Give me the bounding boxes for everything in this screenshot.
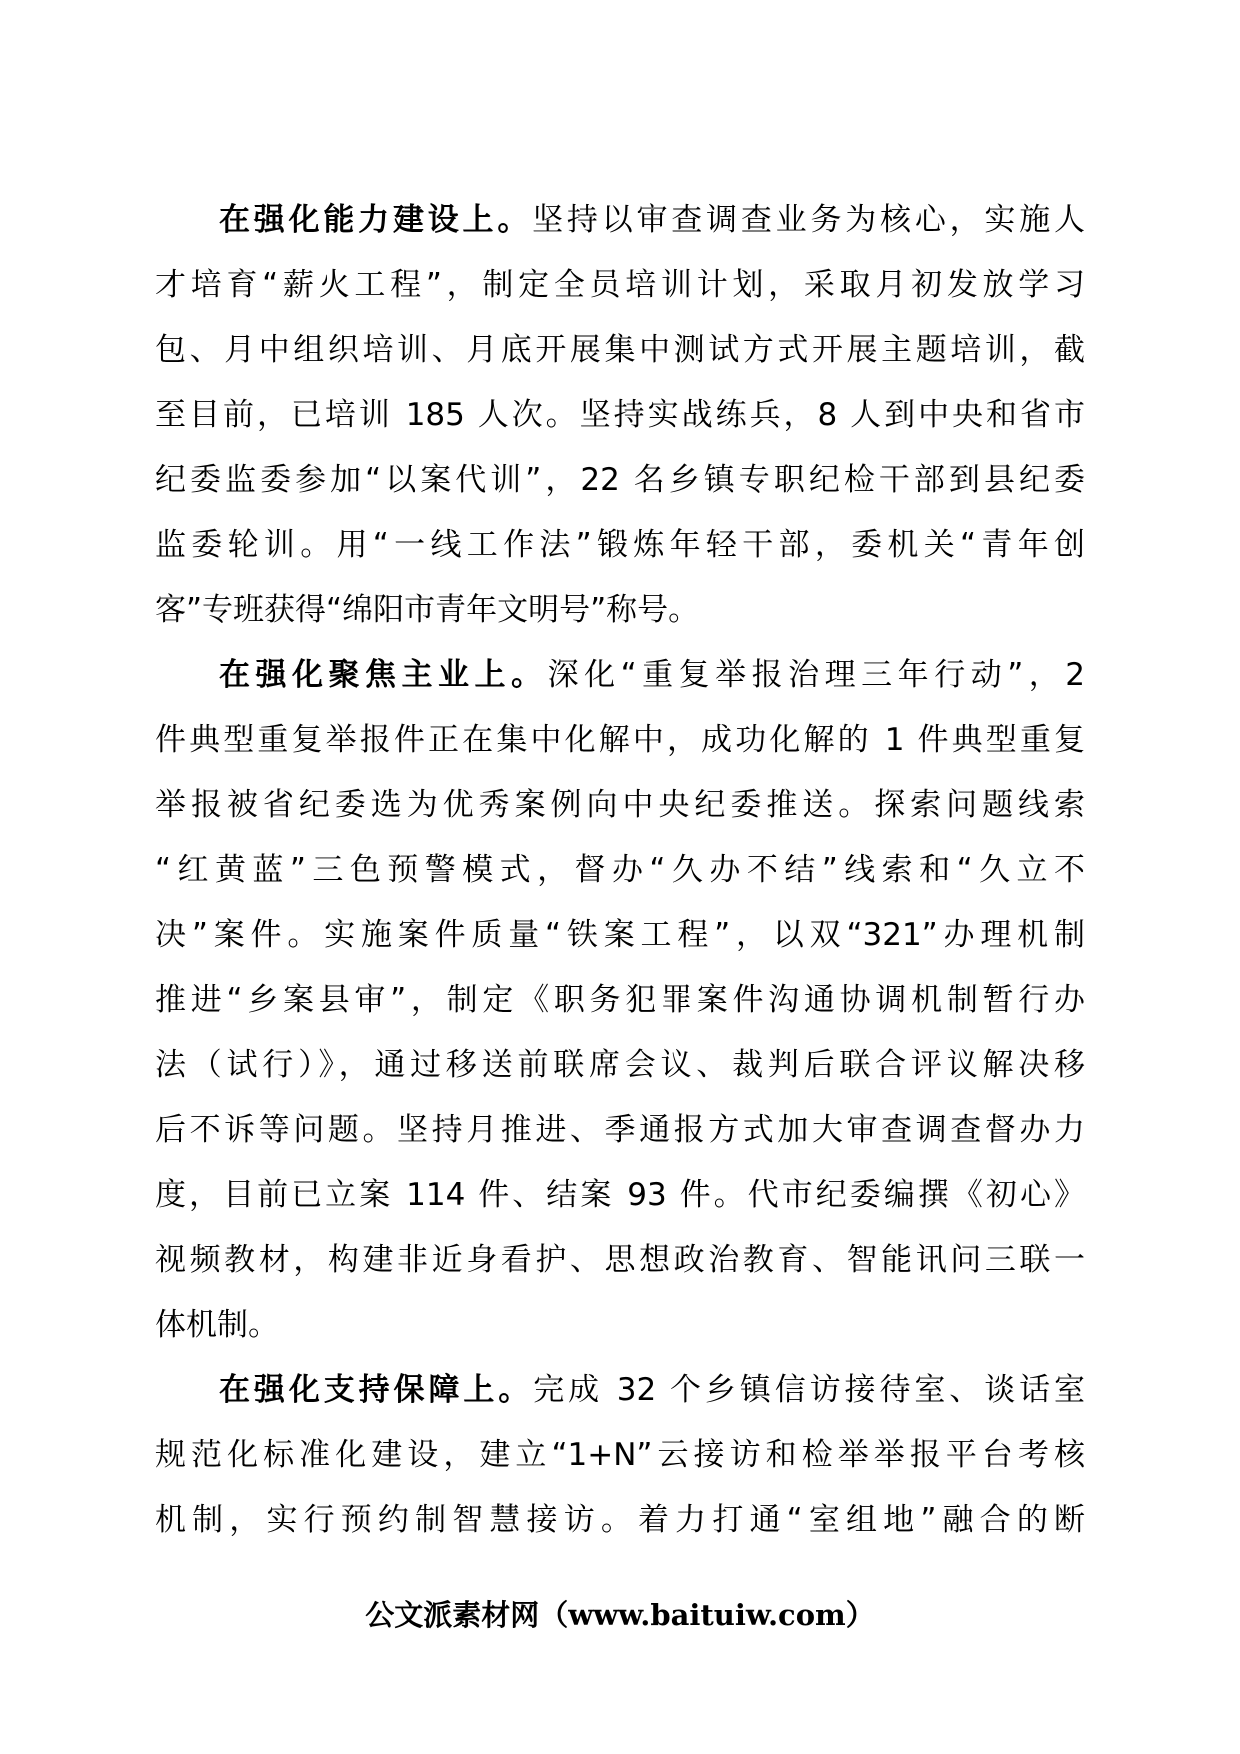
paragraph-2-line-8: 后不诉等问题。坚持月推进、季通报方式加大审查调查督办力: [155, 1112, 1085, 1148]
paragraph-2-line-1: [155, 643, 1085, 708]
paragraph-2-line-6: 推进“乡案县审”，制定《职务犯罪案件沟通协调机制暂行办: [155, 982, 1085, 1018]
paragraph-3-line-3: 机制，实行预约制智慧接访。着力打通“室组地”融合的断: [155, 1502, 1085, 1538]
paragraph-3-heading: 在强化支持保障上。: [219, 1372, 534, 1408]
paragraph-2-line-4: “红黄蓝”三色预警模式，督办“久办不结”线索和“久立不: [155, 852, 1085, 888]
paragraph-2-text: 深化“重复举报治理三年行动”，2: [547, 657, 1086, 693]
paragraph-2-line-2: 件典型重复举报件正在集中化解中，成功化解的 1 件典型重复: [155, 722, 1085, 758]
paragraph-2-line-10: 视频教材，构建非近身看护、思想政治教育、智能讯问三联一: [155, 1242, 1085, 1278]
paragraph-1-line-7: 客”专班获得“绵阳市青年文明号”称号。: [155, 592, 700, 628]
paragraph-2-line-11: 体机制。: [155, 1307, 279, 1343]
paragraph-1-line-1: [155, 188, 1085, 253]
paragraph-2-line-5: 决”案件。实施案件质量“铁案工程”，以双“321”办理机制: [155, 917, 1085, 953]
paragraph-1-line-5: 纪委监委参加“以案代训”，22 名乡镇专职纪检干部到县纪委: [155, 462, 1085, 498]
paragraph-2-heading: 在强化聚焦主业上。: [219, 657, 548, 693]
paragraph-1-text: 坚持以审查调查业务为核心，实施人: [532, 202, 1085, 238]
paragraph-1-line-2: 才培育“薪火工程”，制定全员培训计划，采取月初发放学习: [155, 267, 1085, 303]
paragraph-1-line-4: 至目前，已培训 185 人次。坚持实战练兵，8 人到中央和省市: [155, 397, 1085, 433]
paragraph-3-line-1: [155, 1358, 1085, 1423]
paragraph-2-line-7: 法（试行）》，通过移送前联席会议、裁判后联合评议解决移: [155, 1047, 1085, 1083]
paragraph-1-line-6: 监委轮训。用“一线工作法”锻炼年轻干部，委机关“青年创: [155, 527, 1085, 563]
document-body: [155, 188, 1085, 1553]
paragraph-1-heading: 在强化能力建设上。: [219, 202, 533, 238]
paragraph-3-text: 完成 32 个乡镇信访接待室、谈话室: [533, 1372, 1086, 1408]
paragraph-2-line-3: 举报被省纪委选为优秀案例向中央纪委推送。探索问题线索: [155, 787, 1085, 823]
paragraph-1-line-3: 包、月中组织培训、月底开展集中测试方式开展主题培训，截: [155, 332, 1085, 368]
page-footer-watermark: 公文派素材网（www.baituiw.com）: [365, 1598, 875, 1632]
paragraph-2-line-9: 度，目前已立案 114 件、结案 93 件。代市纪委编撰《初心》: [155, 1177, 1085, 1213]
paragraph-3-line-2: 规范化标准化建设，建立“1+N”云接访和检举举报平台考核: [155, 1437, 1085, 1473]
